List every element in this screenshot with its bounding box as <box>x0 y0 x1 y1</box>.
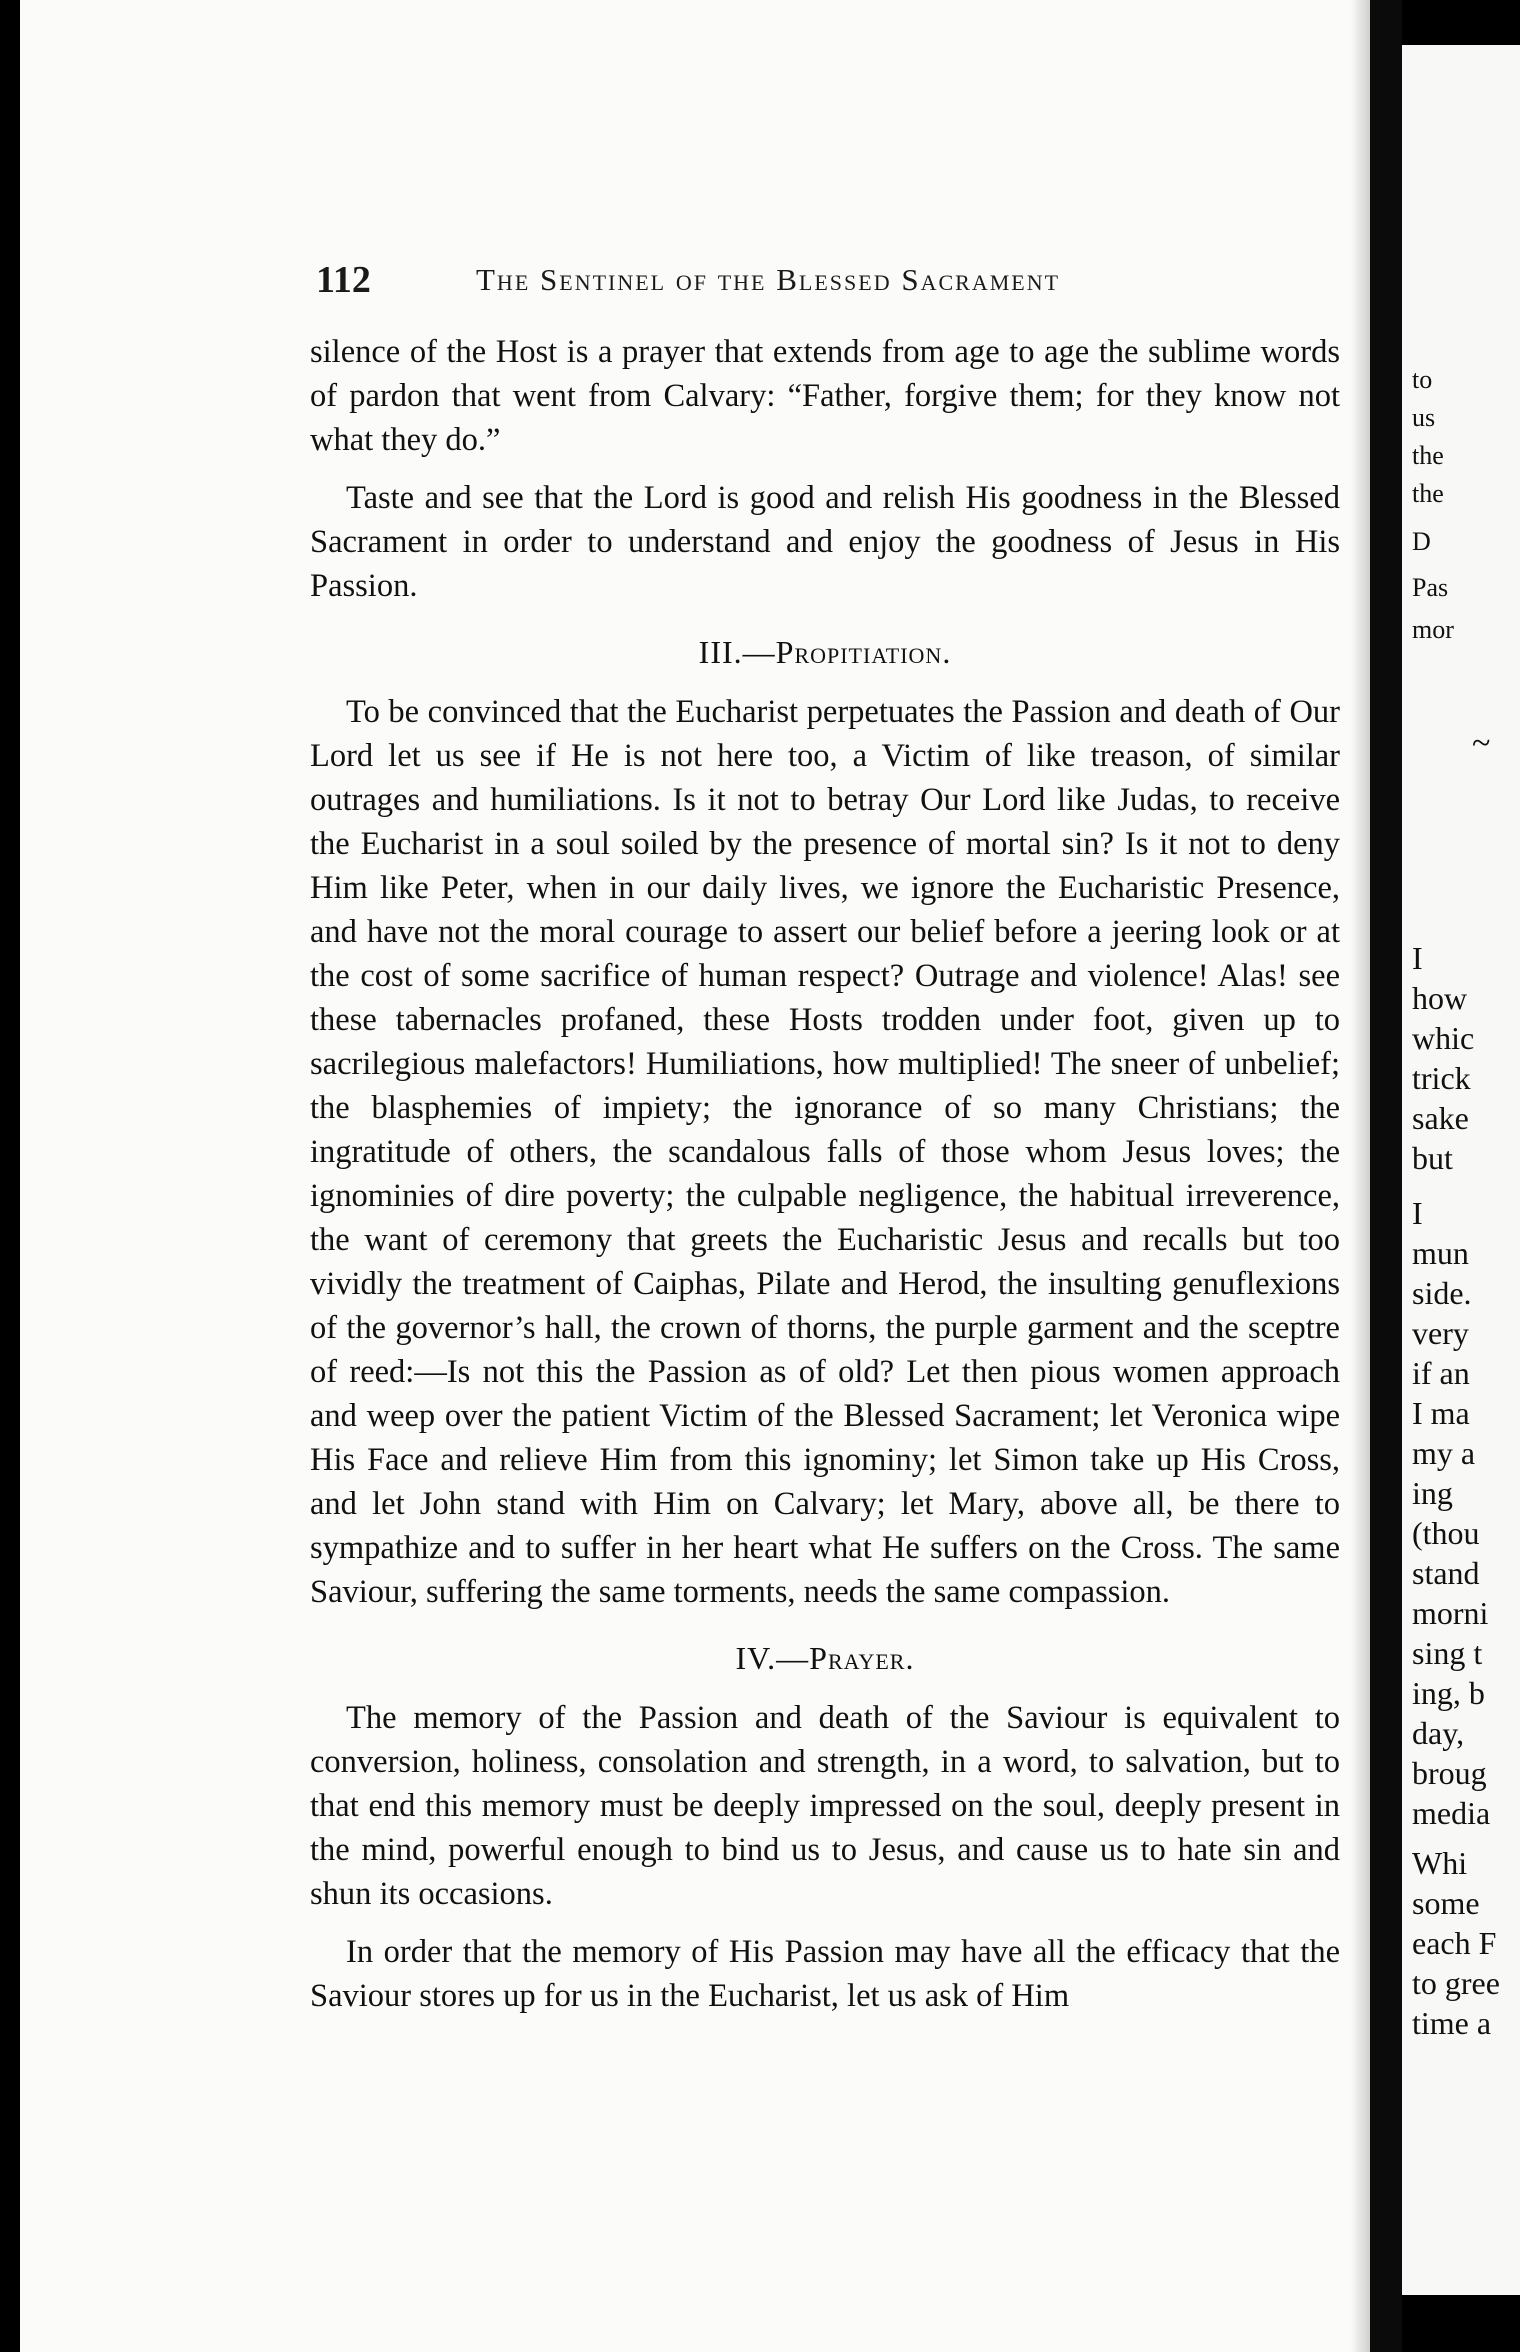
right-fragment: day, <box>1412 1715 1465 1751</box>
right-fragment: I <box>1412 1195 1423 1231</box>
right-fragment: my a <box>1412 1435 1476 1471</box>
right-fragment: trick <box>1412 1060 1471 1096</box>
paragraph-1: silence of the Host is a prayer that extends from age to age the sublime words of pardon that went from Calvary: “Father, forgive them; for they know not what they do.” <box>310 334 1340 458</box>
right-fragment: if an <box>1412 1355 1470 1391</box>
right-fragment: stand <box>1412 1555 1480 1591</box>
right-fragment: sake <box>1412 1100 1469 1136</box>
right-fragment: (thou <box>1412 1515 1480 1551</box>
right-fragment: whic <box>1412 1020 1475 1056</box>
page-header <box>316 258 1366 308</box>
right-fragment: Pas <box>1412 573 1449 602</box>
right-fragment: ing, b <box>1412 1675 1485 1711</box>
right-fragment: sing t <box>1412 1635 1483 1671</box>
right-page-edge <box>1402 45 1520 2295</box>
right-fragment: morni <box>1412 1595 1489 1631</box>
page-body <box>310 330 1340 2032</box>
running-title: The Sentinel of the Blessed Sacrament <box>476 262 1061 297</box>
right-fragment: to <box>1412 365 1433 394</box>
right-fragment: to gree <box>1412 1965 1500 2001</box>
right-fragment: I <box>1412 940 1423 976</box>
right-fragment: some <box>1412 1885 1480 1921</box>
right-fragment: how <box>1412 980 1468 1016</box>
right-fragment: media <box>1412 1795 1491 1831</box>
paragraph-5: In order that the memory of His Passion may have all the efficacy that the Saviour stores up for us in the Eucharist, let us ask of Him <box>310 1934 1340 2014</box>
right-fragment: I ma <box>1412 1395 1470 1431</box>
right-fragment: broug <box>1412 1755 1487 1791</box>
paragraph-2: Taste and see that the Lord is good and relish His goodness in the Blessed Sacrament in order to understand and enjoy the goodness of Jesus in His Passion. <box>310 480 1340 604</box>
right-fragment: D <box>1412 527 1431 556</box>
section-heading-prayer: IV.—Prayer. <box>735 1640 915 1676</box>
right-fragment: but <box>1412 1140 1453 1176</box>
right-fragment: very <box>1412 1315 1469 1351</box>
right-fragment: mun <box>1412 1235 1469 1271</box>
ornament-flourish: ~ <box>1472 725 1491 762</box>
right-fragment: the <box>1412 441 1444 470</box>
page-number: 112 <box>316 259 371 301</box>
paragraph-4: The memory of the Passion and death of the Saviour is equivalent to conversion, holiness, consolation and strength, in a word, to salvation, but to that end this memory must be deeply impressed on the soul, deeply present in the mind, powerful enough to bind us to Jesus, and cause us to hate sin and shun its occasions. <box>310 1700 1340 1912</box>
right-fragment: us <box>1412 403 1436 432</box>
right-fragment: the <box>1412 479 1444 508</box>
section-heading-propitiation: III.—Propitiation. <box>698 634 952 670</box>
right-fragment: side. <box>1412 1275 1472 1311</box>
right-fragment: Whi <box>1412 1845 1468 1881</box>
right-fragment: time a <box>1412 2005 1492 2041</box>
right-fragment: mor <box>1412 615 1454 644</box>
paragraph-3: To be convinced that the Eucharist perpetuates the Passion and death of Our Lord let us see if He is not here too, a Victim of like treason, of similar outrages and humiliations. Is it not to betray Our Lord like Judas, to receive the Eucharist in a soul soiled by the presence of mortal sin? Is it not to deny Him like Peter, when in our daily lives, we ignore the Eucharistic Presence, and have not the moral courage to assert our belief before a jeering look or at the cost of some sacrifice of human respect? Outrage and violence! Alas! see these tabernacles profaned, these Hosts trodden under foot, given up to sacrilegious malefactors! Humiliations, how multiplied! The sneer of unbelief; the blasphemies of impiety; the ignorance of so many Christians; the ingratitude of others, the scandalous falls of those whom Jesus loves; the ignominies of dire poverty; the culpable negligence, the habitual irreverence, the want of ceremony that greets the Eucharistic Jesus and recalls but too vividly the treatment of Caiphas, Pilate and Herod, the insulting genuflexions of the governor’s hall, the crown of thorns, the purple garment and the sceptre of reed:—Is not this the Passion as of old? Let then pious women approach and weep over the patient Victim of the Blessed Sacrament; let Veronica wipe His Face and relieve Him from this ignominy; let Simon take up His Cross, and let John stand with Him on Calvary; let Mary, above all, be there to sympathize and to suffer in her heart what He suffers on the Cross. The same Saviour, suffering the same torments, needs the same compassion. <box>310 694 1340 1610</box>
book-gutter <box>1370 0 1402 2352</box>
right-fragment: ing <box>1412 1475 1453 1511</box>
right-fragment: each F <box>1412 1925 1497 1961</box>
